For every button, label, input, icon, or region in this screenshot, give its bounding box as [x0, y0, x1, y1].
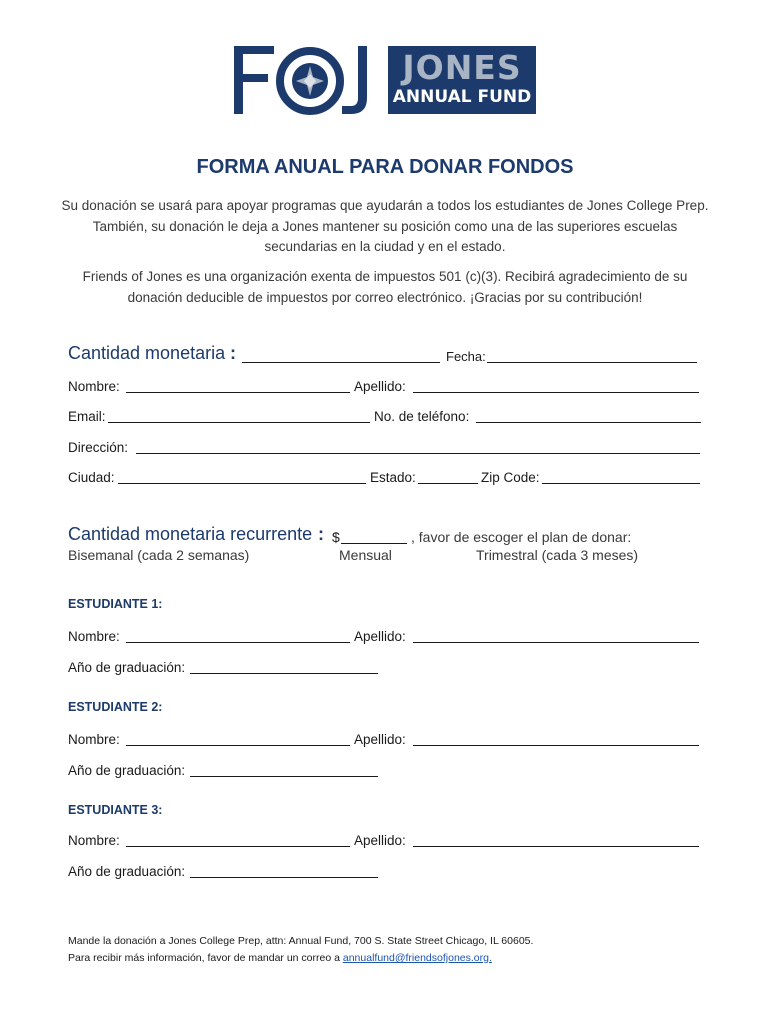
footer-email-link[interactable]: annualfund@friendsofjones.org.	[342, 952, 492, 964]
student-2-nombre-label: Nombre:	[68, 732, 120, 747]
recurring-plan-text: , favor de escoger el plan de donar:	[411, 529, 632, 545]
student-3-apellido-field[interactable]	[413, 846, 699, 847]
student-1-nombre-field[interactable]	[126, 642, 350, 643]
student-2-heading: ESTUDIANTE 2:	[68, 700, 163, 714]
estado-label: Estado:	[370, 470, 416, 485]
recurring-options	[68, 545, 702, 565]
nombre-field[interactable]	[126, 392, 350, 393]
amount-label: Cantidad monetaria	[68, 343, 226, 363]
recurring-row	[68, 521, 702, 547]
direccion-label: Dirección:	[68, 440, 129, 455]
foj-logo	[230, 44, 540, 116]
student-2-grad-label: Año de graduación:	[68, 763, 186, 778]
student-1-grad-label: Año de graduación:	[68, 660, 186, 675]
student-1-grad-row	[68, 657, 702, 677]
footer-info-line	[68, 950, 533, 967]
student-3-grad-field[interactable]	[190, 877, 378, 878]
student-3-grad-row	[68, 861, 702, 881]
address-row	[68, 437, 702, 457]
amount-colon: :	[230, 343, 236, 363]
foj-logo-mark	[230, 44, 390, 116]
recurring-label: Cantidad monetaria recurrente	[68, 524, 313, 544]
logo-annual-fund-text: ANNUAL FUND	[392, 87, 532, 107]
option-quarterly[interactable]: Trimestral (cada 3 meses)	[476, 547, 639, 563]
student-1-name-row	[68, 626, 702, 646]
student-1-nombre-label: Nombre:	[68, 629, 120, 644]
recurring-colon: :	[318, 524, 324, 544]
student-1-heading: ESTUDIANTE 1:	[68, 597, 163, 611]
zip-label: Zip Code:	[481, 470, 540, 485]
tax-paragraph: Friends of Jones es una organización exenta de impuestos 501 (c)(3). Recibirá agradecimiento de su donación deducible de impuestos por correo electrónico. ¡Gracias por su contribución!	[82, 269, 688, 305]
student-1-apellido-label: Apellido:	[354, 629, 406, 644]
logo-jones-text: JONES	[402, 48, 522, 87]
direccion-field[interactable]	[136, 453, 700, 454]
student-3-apellido-label: Apellido:	[354, 833, 406, 848]
option-biweekly[interactable]: Bisemanal (cada 2 semanas)	[68, 547, 250, 563]
date-label: Fecha:	[446, 349, 486, 364]
footer-info-text: Para recibir más información, favor de mandar un correo a	[68, 952, 343, 964]
student-3-nombre-field[interactable]	[126, 846, 350, 847]
telefono-field[interactable]	[476, 422, 701, 423]
amount-field[interactable]	[242, 362, 440, 363]
ciudad-label: Ciudad:	[68, 470, 115, 485]
estado-field[interactable]	[418, 483, 478, 484]
ciudad-field[interactable]	[118, 483, 366, 484]
student-2-grad-field[interactable]	[190, 776, 378, 777]
telefono-label: No. de teléfono:	[374, 409, 470, 424]
apellido-field[interactable]	[413, 392, 699, 393]
student-3-name-row	[68, 830, 702, 850]
student-3-heading: ESTUDIANTE 3:	[68, 803, 163, 817]
student-2-nombre-field[interactable]	[126, 745, 350, 746]
footer-mail-address: Mande la donación a Jones College Prep, attn: Annual Fund, 700 S. State Street Chicago, IL 60605.	[68, 935, 534, 947]
intro-paragraph: Su donación se usará para apoyar programas que ayudarán a todos los estudiantes de Jones College Prep. También, su donación le deja a Jones mantener su posición como una de las superiores escuelas secundarias en la ciudad y en el estado.	[61, 198, 709, 254]
city-row	[68, 467, 702, 487]
recurring-amount-field[interactable]	[341, 543, 407, 544]
date-field[interactable]	[487, 362, 697, 363]
donor-name-row	[68, 376, 702, 396]
student-2-apellido-field[interactable]	[413, 745, 699, 746]
student-1-apellido-field[interactable]	[413, 642, 699, 643]
footer	[68, 933, 533, 967]
student-3-nombre-label: Nombre:	[68, 833, 120, 848]
zip-field[interactable]	[542, 483, 700, 484]
jones-annual-fund-badge	[388, 46, 536, 114]
student-2-apellido-label: Apellido:	[354, 732, 406, 747]
email-field[interactable]	[108, 422, 370, 423]
student-2-name-row	[68, 729, 702, 749]
option-monthly[interactable]: Mensual	[339, 547, 392, 563]
email-phone-row	[68, 406, 702, 426]
student-3-grad-label: Año de graduación:	[68, 864, 186, 879]
student-1-grad-field[interactable]	[190, 673, 378, 674]
nombre-label: Nombre:	[68, 379, 120, 394]
apellido-label: Apellido:	[354, 379, 406, 394]
email-label: Email:	[68, 409, 106, 424]
student-2-grad-row	[68, 760, 702, 780]
page-title: FORMA ANUAL PARA DONAR FONDOS	[196, 156, 574, 178]
donation-amount-row	[68, 340, 702, 366]
recurring-dollar: $	[332, 529, 340, 545]
